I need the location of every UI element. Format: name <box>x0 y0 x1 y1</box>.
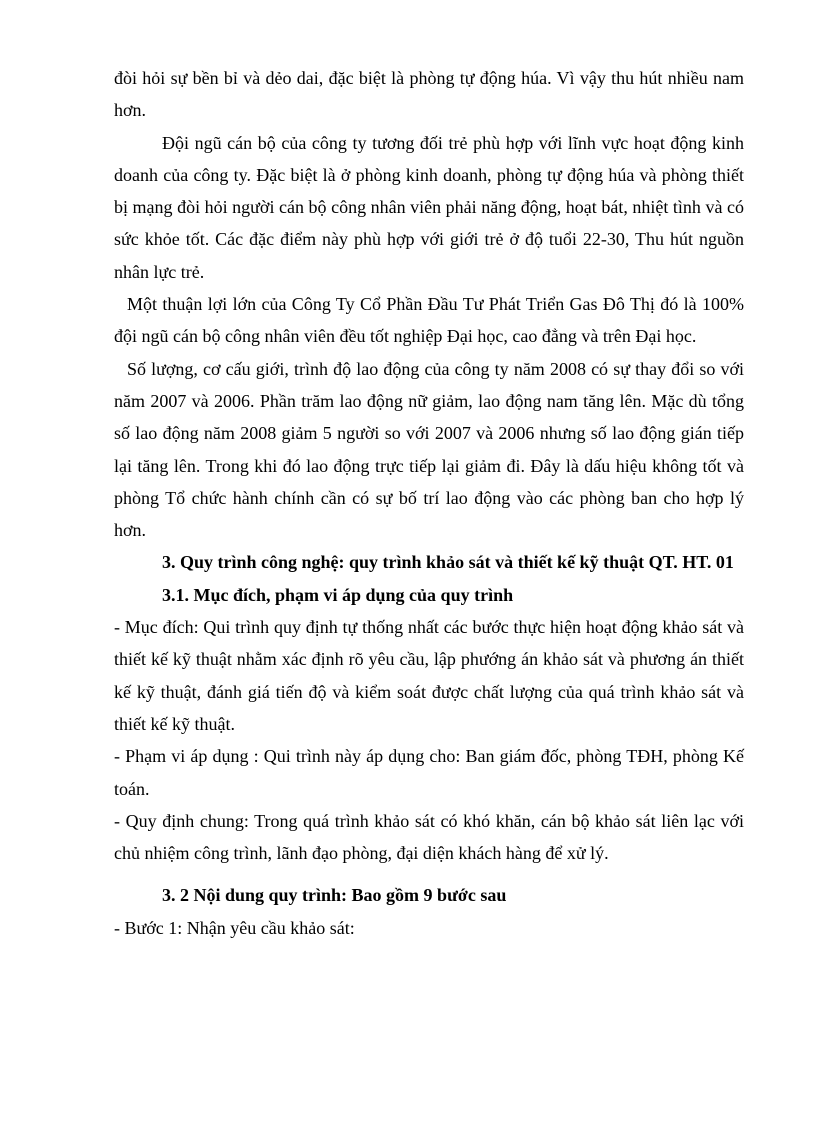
paragraph-general-rules: - Quy định chung: Trong quá trình khảo sát có khó khăn, cán bộ khảo sát liên lạc với chủ nhiệm công trình, lãnh đạo phòng, đại diện khách hàng để xử lý. <box>114 810 744 864</box>
paragraph-workforce-intro: đòi hỏi sự bền bỉ và dẻo dai, đặc biệt là phòng tự động húa. Vì vậy thu hút nhiều nam hơn. <box>114 68 744 121</box>
document-body <box>114 62 744 944</box>
paragraph-education-advantage: Một thuận lợi lớn của Công Ty Cổ Phần Đầu Tư Phát Triển Gas Đô Thị đó là 100% đội ngũ cán bộ công nhân viên đều tốt nghiệp Đại học, cao đẳng và trên Đại học. <box>114 294 744 347</box>
paragraph-young-staff: Đội ngũ cán bộ của công ty tương đối trẻ phù hợp với lĩnh vực hoạt động kinh doanh của công ty. Đặc biệt là ở phòng kinh doanh, phòng tự động húa và phòng thiết bị mạng đòi hỏi người cán bộ công nhân viên phải năng động, hoạt bát, nhiệt tình và có sức khỏe tốt. Các đặc điểm này phù hợp với giới trẻ ở độ tuổi 22-30, Thu hút nguồn nhân lực trẻ. <box>114 132 744 282</box>
section-heading-3-2: 3. 2 Nội dung quy trình: Bao gồm 9 bước sau <box>162 885 507 906</box>
paragraph-purpose: - Mục đích: Qui trình quy định tự thống nhất các bước thực hiện hoạt động khảo sát và thiết kế kỹ thuật nhằm xác định rõ yêu cầu, lập phướng án khảo sát và phương án thiết kế kỹ thuật, đánh giá tiến độ và kiểm soát được chất lượng của quá trình khảo sát và thiết kế kỹ thuật. <box>114 617 744 734</box>
paragraph-labor-structure: Số lượng, cơ cấu giới, trình độ lao động của công ty năm 2008 có sự thay đổi so với năm 2007 và 2006. Phần trăm lao động nữ giảm, lao động nam tăng lên. Mặc dù tổng số lao động năm 2008 giảm 5 người so với 2007 và 2006 nhưng số lao động gián tiếp lại tăng lên. Trong khi đó lao động trực tiếp lại giảm đi. Đây là dấu hiệu không tốt và phòng Tổ chức hành chính cần có sự bố trí lao động vào các phòng ban cho hợp lý hơn. <box>114 358 744 541</box>
section-heading-3: 3. Quy trình công nghệ: quy trình khảo sát và thiết kế kỹ thuật QT. HT. 01 <box>162 552 734 573</box>
paragraph-step-1: - Bước 1: Nhận yêu cầu khảo sát: <box>114 917 355 938</box>
section-heading-3-1: 3.1. Mục đích, phạm vi áp dụng của quy trình <box>162 584 514 605</box>
paragraph-scope: - Phạm vi áp dụng : Qui trình này áp dụng cho: Ban giám đốc, phòng TĐH, phòng Kế toán. <box>114 746 744 799</box>
